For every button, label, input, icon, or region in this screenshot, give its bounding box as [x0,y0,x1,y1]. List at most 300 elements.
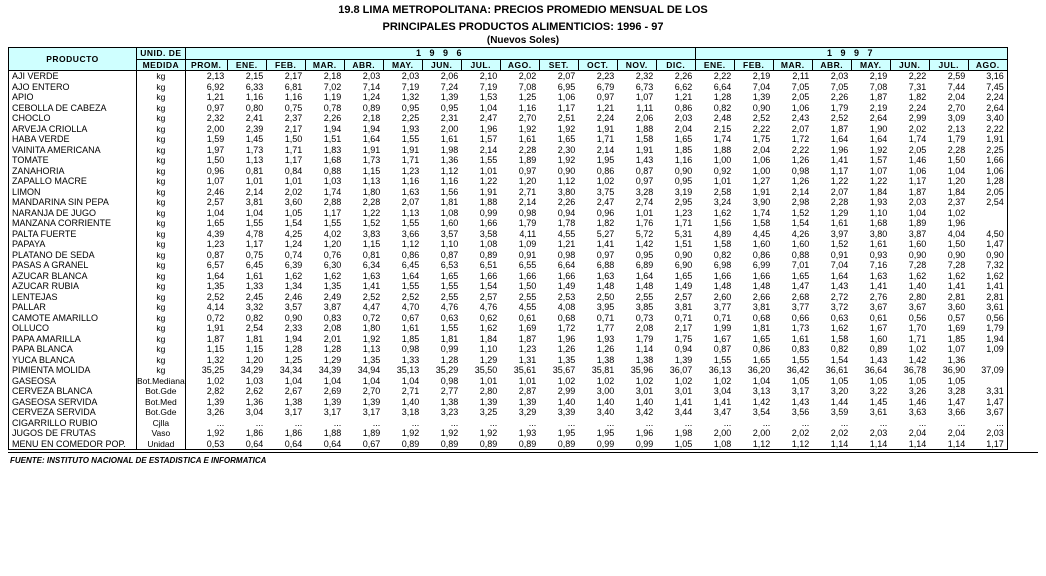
cell-value: 2,24 [596,113,615,123]
header-month-11: NOV. [617,59,656,71]
cell-value: ... [801,417,810,428]
cell-value: 1,35 [362,354,381,365]
cell-value: 3,80 [557,186,576,197]
cell-value: ... [333,417,342,428]
cell-value: 0,90 [752,102,771,113]
cell-value: 1,23 [206,239,225,249]
cell-value: 1,83 [323,144,342,155]
header-month-4: ABR. [344,59,383,71]
cell-value: 2,41 [245,113,264,123]
cell-value: 1,55 [440,281,459,291]
table-row [9,281,1008,292]
cell-value: 1,92 [557,155,576,165]
cell-value: 1,08 [695,439,734,450]
cell-value: 1,12 [557,176,576,186]
cell-value: 2,01 [323,333,342,344]
cell-value: 1,38 [440,396,459,407]
cell-value: 6,33 [245,81,264,92]
cell-value: 1,78 [557,218,576,228]
cell-value: 2,03 [830,71,849,81]
cell-value: 1,92 [401,428,420,438]
cell-value: 0,98 [518,207,537,218]
cell-value: 6,51 [479,260,498,270]
cell-value: 3,00 [596,386,615,396]
cell-producto: CEBOLLA DE CABEZA [9,103,137,114]
cell-value: 7,05 [830,81,849,92]
cell-producto: APIO [9,92,137,103]
cell-value: 1,13 [245,155,264,165]
cell-value: 2,26 [674,71,693,81]
cell-value: 2,03 [908,197,927,207]
cell-value: 0,98 [557,249,576,260]
cell-value: 0,81 [362,249,381,260]
cell-value: 1,20 [947,176,966,186]
cell-value: 1,41 [869,281,888,291]
cell-value: 0,88 [323,165,342,176]
cell-value: 1,43 [830,281,849,291]
cell-value: 1,62 [323,270,342,281]
cell-value: 2,22 [908,71,927,81]
cell-value: ... [255,417,264,428]
cell-value: 1,09 [968,344,1007,355]
cell-value: 7,28 [947,260,966,270]
cell-producto: ZAPALLO MACRE [9,176,137,187]
cell-value: 7,04 [830,260,849,270]
cell-value: 1,28 [968,176,1007,187]
cell-value: 2,68 [791,291,810,302]
cell-value: 2,08 [635,323,654,333]
header-month-2: FEB. [266,59,305,71]
header-month-7: JUL. [461,59,500,71]
cell-value: 1,45 [869,396,888,407]
cell-value: ... [840,417,849,428]
cell-value: 1,05 [908,375,927,386]
cell-value [968,376,1007,387]
cell-value: 2,05 [791,92,810,102]
cell-value: 0,74 [284,249,303,260]
cell-value: 0,80 [245,102,264,113]
cell-value: 2,58 [713,186,732,197]
cell-value: 4,04 [947,228,966,239]
cell-value: 4,45 [752,228,771,239]
cell-value: ... [957,417,966,428]
cell-value: 6,62 [674,81,693,92]
cell-value: 1,28 [713,92,732,102]
cell-value: 1,56 [440,186,459,197]
cell-value: 1,41 [713,396,732,407]
cell-value: 0,68 [752,312,771,323]
header-month-15: MAR. [773,59,812,71]
cell-value: 2,62 [245,386,264,396]
cell-value: 1,29 [323,354,342,365]
cell-value: 1,88 [479,197,498,207]
cell-value: 3,61 [869,407,888,417]
table-row [9,187,1008,198]
cell-value: 1,62 [908,270,927,281]
cell-value: 2,18 [362,113,381,123]
cell-value: 1,49 [674,281,693,291]
cell-value: 1,17 [284,155,303,165]
cell-value: 1,07 [206,176,225,186]
cell-value: 1,55 [479,155,498,165]
cell-value: 1,72 [557,323,576,333]
cell-value: 2,22 [752,123,771,134]
cell-value: 1,85 [947,333,966,344]
cell-value: 3,39 [557,407,576,417]
cell-value: 7,14 [362,81,381,92]
cell-value: 1,81 [752,323,771,333]
cell-value: 1,11 [636,102,654,113]
cell-value: 2,72 [830,291,849,302]
cell-value: 6,89 [635,260,654,270]
cell-value: 1,01 [479,165,498,176]
cell-value: 3,59 [830,407,849,417]
cell-value: 0,97 [206,102,225,113]
cell-value: 4,55 [557,228,576,239]
cell-value: 1,58 [713,239,732,249]
cell-value: 2,00 [752,428,771,438]
cell-producto: TOMATE [9,155,137,166]
cell-value: 1,64 [401,270,420,281]
cell-value: 3,17 [362,407,381,417]
cell-value: 1,21 [206,92,225,102]
cell-value: 2,47 [479,113,498,123]
cell-value: 1,54 [830,354,849,365]
cell-value: ... [528,417,537,428]
cell-value: 1,88 [323,428,342,438]
cell-value: 1,91 [635,144,654,155]
cell-value: 1,28 [323,344,342,354]
cell-value: 1,91 [479,186,498,197]
cell-value: 3,40 [596,407,615,417]
cell-value: 0,61 [869,312,888,323]
cell-value: 2,03 [401,71,420,81]
cell-value: 6,95 [557,81,576,92]
cell-value: 1,96 [635,428,654,438]
cell-value: 1,66 [752,270,771,281]
cell-value: 1,62 [947,270,966,281]
cell-value: 3,81 [245,197,264,207]
cell-value: 1,58 [752,218,771,228]
cell-value: 0,68 [557,312,576,323]
cell-value: 1,63 [596,270,615,281]
cell-value: 2,00 [713,428,732,438]
cell-value: 35,96 [630,365,654,375]
cell-value: 1,02 [908,344,927,354]
cell-value: 1,85 [401,333,420,344]
cell-value: 1,14 [812,439,851,450]
cell-value: 1,51 [323,134,342,144]
cell-value: 1,92 [362,333,381,344]
cell-producto: PALTA FUERTE [9,229,137,240]
cell-value: 6,30 [323,260,342,270]
cell-value: 1,02 [596,176,615,186]
cell-value: 6,34 [362,260,381,270]
cell-producto: MANZANA CORRIENTE [9,218,137,229]
cell-value: 1,60 [908,239,927,249]
table-row [9,113,1008,124]
cell-value: 1,85 [674,144,693,155]
cell-value: 1,02 [596,375,615,386]
cell-value: 1,60 [440,218,459,228]
cell-value: 1,40 [596,396,615,407]
cell-value: 1,95 [596,428,615,438]
cell-value: 2,31 [440,113,459,123]
cell-value: 1,08 [479,239,498,249]
cell-value: 35,61 [513,365,537,375]
cell-value: 1,93 [401,123,420,134]
cell-value: 1,28 [284,344,303,354]
cell-value: 1,46 [908,155,927,165]
cell-value: 1,16 [284,92,303,102]
cell-value: 2,19 [869,102,888,113]
cell-value: 1,81 [440,333,459,344]
cell-value: 7,24 [440,81,459,92]
cell-value: 3,04 [713,386,732,396]
cell-value: 1,22 [830,176,849,186]
table-row [9,208,1008,219]
cell-value: 2,00 [440,123,459,134]
cell-value: 0,89 [461,439,500,450]
cell-value: 1,71 [401,155,420,165]
cell-value: 1,12 [734,439,773,450]
cell-value: 1,28 [440,354,459,365]
cell-producto: GASEOSA [9,376,137,387]
cell-value: 1,04 [245,207,264,218]
cell-value: 2,48 [713,113,732,123]
cell-value: 3,97 [830,228,849,239]
cell-producto: PIMIENTA MOLIDA [9,365,137,376]
cell-value: 7,19 [401,81,420,92]
cell-value: 0,87 [206,249,225,260]
cell-value: 0,83 [791,344,810,354]
cell-value: 1,17 [557,102,576,113]
cell-value: 1,42 [752,396,771,407]
cell-value: 1,04 [284,375,303,386]
cell-value: 1,65 [752,354,771,365]
cell-value: 1,06 [791,102,810,113]
cell-value: 3,31 [968,386,1007,397]
cell-value: 1,05 [947,375,966,386]
cell-value: 6,92 [206,81,225,92]
table-row [9,386,1008,397]
cell-value: 35,25 [201,365,225,375]
cell-value: 1,20 [518,176,537,186]
cell-value: 2,55 [440,291,459,302]
cell-value: 1,01 [713,176,732,186]
cell-unidad: kg [137,334,186,345]
cell-unidad: kg [137,355,186,366]
cell-value: 2,52 [401,291,420,302]
cell-value: 3,17 [791,386,810,396]
cell-value: 3,60 [947,302,966,312]
cell-value: 1,63 [401,186,420,197]
header-year-1996: 1 9 9 6 [185,48,695,60]
cell-value: 2,95 [674,197,693,207]
table-row [9,376,1008,387]
cell-value: 1,52 [830,239,849,249]
cell-value: 0,89 [383,439,422,450]
cell-value: 1,50 [947,239,966,249]
table-row [9,103,1008,114]
cell-value: 1,65 [674,134,693,144]
table-row [9,134,1008,145]
table-row [9,250,1008,261]
cell-value: 7,04 [752,81,771,92]
cell-unidad: kg [137,271,186,282]
cell-value: 5,72 [635,228,654,239]
cell-value: 2,76 [869,291,888,302]
cell-value: 1,97 [206,144,225,155]
cell-value: 1,05 [869,375,888,386]
cell-value: 0,89 [422,439,461,450]
cell-value: 1,36 [947,354,966,365]
cell-value: 0,95 [674,176,693,186]
cell-value: 1,29 [479,354,498,365]
cell-value: 1,96 [830,144,849,155]
cell-value: 3,81 [752,302,771,312]
cell-value: 0,99 [440,344,459,354]
cell-value: 1,03 [323,176,342,186]
cell-value: 7,05 [791,81,810,92]
cell-value: 0,71 [674,312,693,323]
cell-value: 1,71 [284,144,303,155]
cell-unidad: kg [137,155,186,166]
cell-unidad: kg [137,218,186,229]
cell-value: 2,57 [206,197,225,207]
cell-value: 6,45 [401,260,420,270]
cell-unidad: kg [137,208,186,219]
table-row [9,145,1008,156]
cell-value: 1,61 [830,218,849,228]
cell-value: 1,15 [362,165,381,176]
cell-value: 34,34 [279,365,303,375]
cell-value: 2,17 [674,323,693,333]
cell-value: 1,25 [518,92,537,102]
cell-value: ... [606,417,615,428]
cell-value: 0,72 [206,312,225,323]
cell-value: 2,02 [830,428,849,438]
table-row [9,344,1008,355]
cell-unidad: Vaso [137,428,186,439]
cell-value: 1,39 [518,396,537,407]
cell-value: 3,61 [968,302,1007,313]
cell-value: 2,07 [401,197,420,207]
cell-value: 1,17 [908,176,927,186]
cell-value: 1,40 [401,396,420,407]
cell-value: 1,10 [440,239,459,249]
cell-value: 0,84 [284,165,303,176]
cell-value: 4,26 [791,228,810,239]
cell-value: 2,50 [596,291,615,302]
cell-value: 1,86 [284,428,303,438]
cell-value: 1,14 [929,439,968,450]
cell-value: 2,25 [401,113,420,123]
cell-value: 2,14 [245,186,264,197]
header-month-17: MAY. [851,59,890,71]
cell-value: 6,81 [284,81,303,92]
cell-value: 3,77 [713,302,732,312]
cell-value: 1,66 [713,270,732,281]
cell-value: 0,86 [401,249,420,260]
cell-value: 0,94 [674,344,693,354]
cell-value: 6,64 [713,81,732,92]
table-row [9,323,1008,334]
cell-value: 0,57 [947,312,966,323]
cell-value: 1,89 [908,218,927,228]
cell-value: 1,24 [284,239,303,249]
cell-value: 6,57 [206,260,225,270]
cell-value: ... [216,417,225,428]
cell-value: 1,64 [635,270,654,281]
cell-value: 1,70 [908,323,927,333]
cell-value: 3,09 [947,113,966,123]
cell-value: 2,05 [908,144,927,155]
cell-producto: GASEOSA SERVIDA [9,397,137,408]
cell-value: 3,17 [323,407,342,417]
cell-value: 1,88 [713,144,732,155]
cell-value: 1,47 [968,397,1007,408]
cell-value: 2,19 [752,71,771,81]
cell-value: 2,03 [869,428,888,438]
cell-unidad: Bot.Med [137,397,186,408]
cell-value: 36,64 [864,365,888,375]
cell-value: 1,02 [947,207,966,218]
cell-value: 0,91 [830,249,849,260]
header-month-8: AGO. [500,59,539,71]
cell-value: 1,17 [245,239,264,249]
cell-value: 1,60 [869,333,888,344]
cell-value: 1,29 [830,207,849,218]
cell-value: 1,26 [557,344,576,354]
cell-value: 2,64 [869,113,888,123]
cell-value: 2,04 [752,144,771,155]
cell-value [968,355,1007,366]
cell-producto: AZUCAR BLANCA [9,271,137,282]
cell-value: 1,16 [674,155,693,165]
cell-value: 1,25 [284,354,303,365]
cell-value: 0,72 [362,312,381,323]
cell-value: 1,54 [791,218,810,228]
cell-value: 3,63 [908,407,927,417]
header-month-5: MAY. [383,59,422,71]
cell-value: 1,80 [362,323,381,333]
cell-value: 1,98 [440,144,459,155]
cell-value: 1,84 [869,186,888,197]
cell-value: 0,82 [713,249,732,260]
table-row [9,418,1008,429]
cell-value: 1,40 [908,281,927,291]
header-unidad-line2: MEDIDA [137,59,186,71]
cell-producto: PAPA BLANCA [9,344,137,355]
cell-value: 1,14 [890,439,929,450]
cell-value: 1,41 [830,155,849,165]
cell-value: 1,63 [869,270,888,281]
cell-value: 6,99 [752,260,771,270]
cell-value: 4,08 [557,302,576,312]
cell-value: 1,62 [713,207,732,218]
cell-value: 0,81 [245,165,264,176]
cell-value: ... [294,417,303,428]
cell-value: 1,21 [674,92,693,102]
cell-value: 2,26 [830,92,849,102]
cell-value: 0,90 [947,249,966,260]
cell-value: 4,76 [440,302,459,312]
cell-value: 1,05 [830,375,849,386]
cell-value: 1,62 [479,323,498,333]
cell-value: 1,31 [518,354,537,365]
header-month-13: ENE. [695,59,734,71]
